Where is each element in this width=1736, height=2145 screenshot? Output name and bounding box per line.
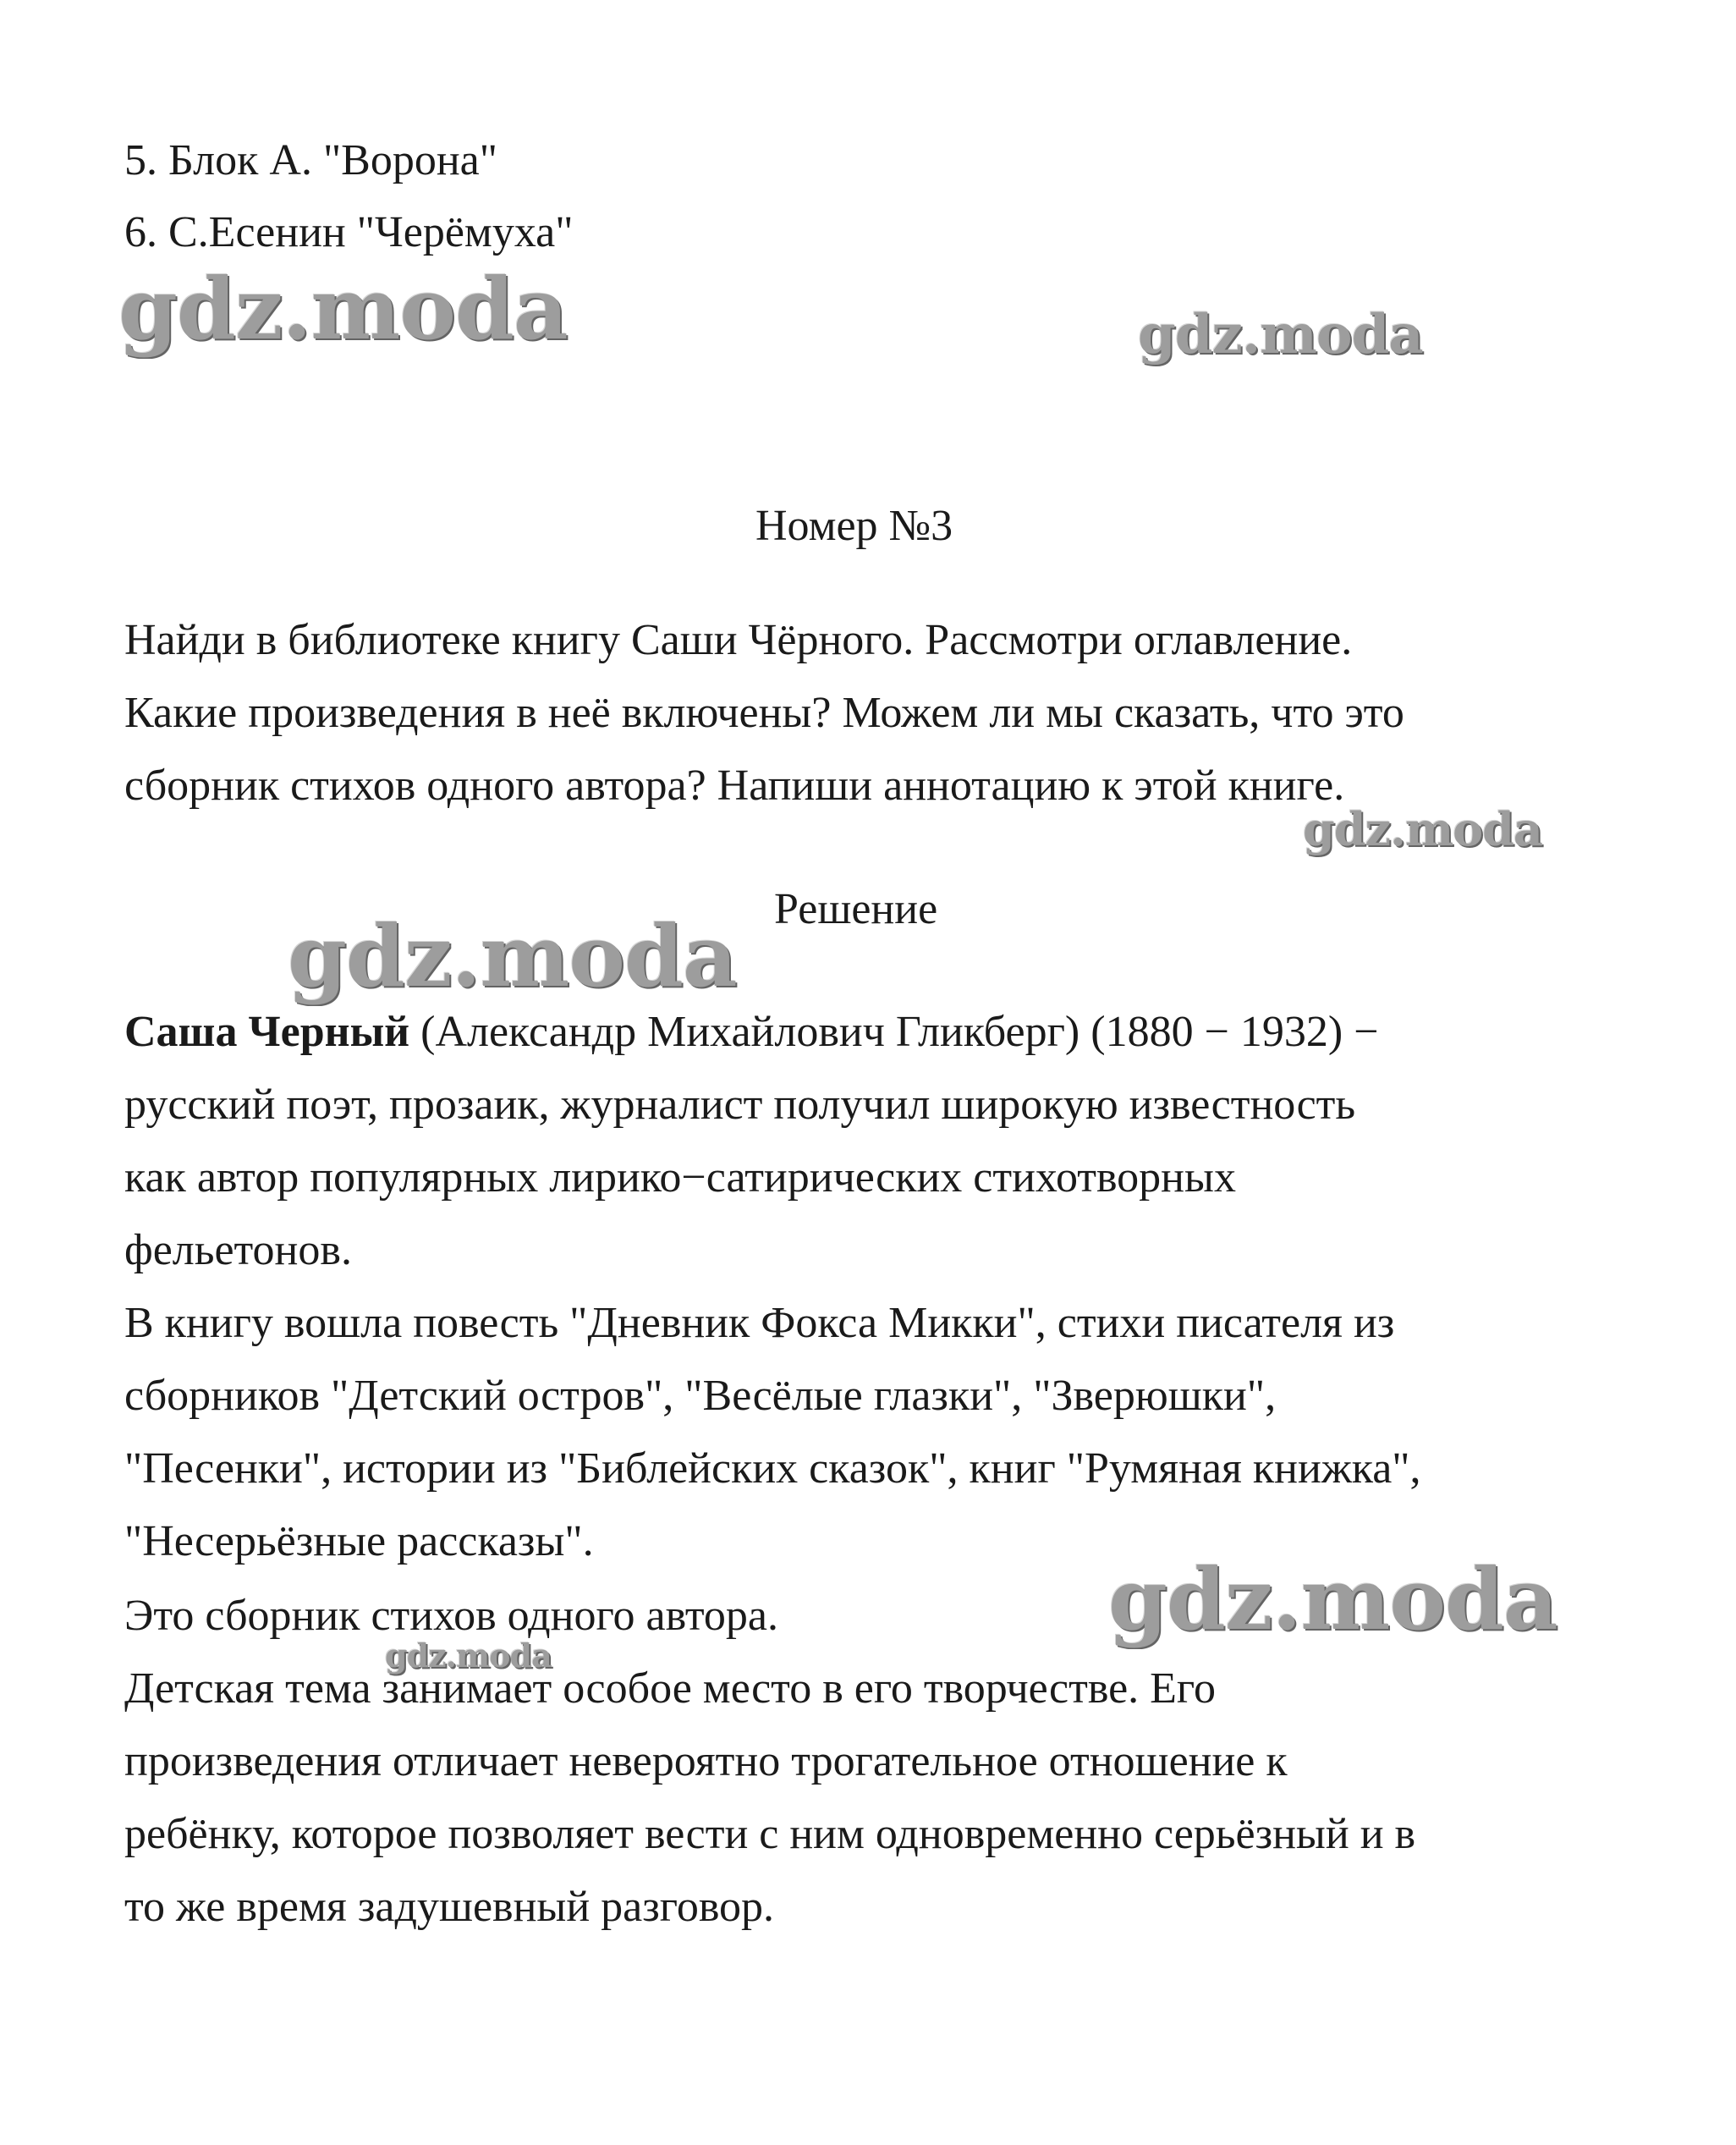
solution-line-3: как автор популярных лирико−сатирических стихотворных [124,1153,1236,1202]
solution-line-10: Детская тема занимает особое место в его творчестве. Его [124,1664,1216,1713]
list-item-6: 6. С.Есенин "Черёмуха" [124,208,574,256]
author-name: Саша Черный [124,1008,410,1056]
solution-line-9: Это сборник стихов одного автора. [124,1592,778,1640]
task-line-2: Какие произведения в неё включены? Можем ли мы сказать, что это [124,689,1404,737]
author-details: (Александр Михайлович Гликберг) (1880 − 1932) − [409,1008,1379,1056]
solution-line-13: то же время задушевный разговор. [124,1883,775,1931]
solution-line-2: русский поэт, прозаик, журналист получил широкую известность [124,1081,1356,1129]
solution-line-8: "Несерьёзные рассказы". [124,1517,594,1565]
watermark: gdz.moda [118,259,568,359]
solution-line-7: "Песенки", истории из "Библейских сказок", книг "Румяная книжка", [124,1444,1421,1493]
task-line-1: Найди в библиотеке книгу Саши Чёрного. Рассмотри оглавление. [124,616,1353,664]
watermark: gdz.moda [1303,802,1542,856]
task-heading: Номер №3 [755,502,953,550]
solution-line-1 [124,1007,1379,1058]
watermark: gdz.moda [1138,303,1423,366]
task-line-3: сборник стихов одного автора? Напиши аннотацию к этой книге. [124,762,1345,810]
solution-line-6: сборников "Детский остров", "Весёлые глазки", "Зверюшки", [124,1372,1277,1420]
list-item-5: 5. Блок А. "Ворона" [124,136,497,184]
solution-heading: Решение [774,885,938,933]
solution-line-5: В книгу вошла повесть "Дневник Фокса Микки", стихи писателя из [124,1299,1395,1347]
watermark: gdz.moda [385,1636,552,1675]
solution-line-12: ребёнку, которое позволяет вести с ним одновременно серьёзный и в [124,1810,1416,1858]
watermark: gdz.moda [288,906,737,1006]
watermark: gdz.moda [1108,1549,1557,1649]
solution-line-11: произведения отличает невероятно трогательное отношение к [124,1737,1288,1785]
solution-line-4: фельетонов. [124,1226,352,1274]
